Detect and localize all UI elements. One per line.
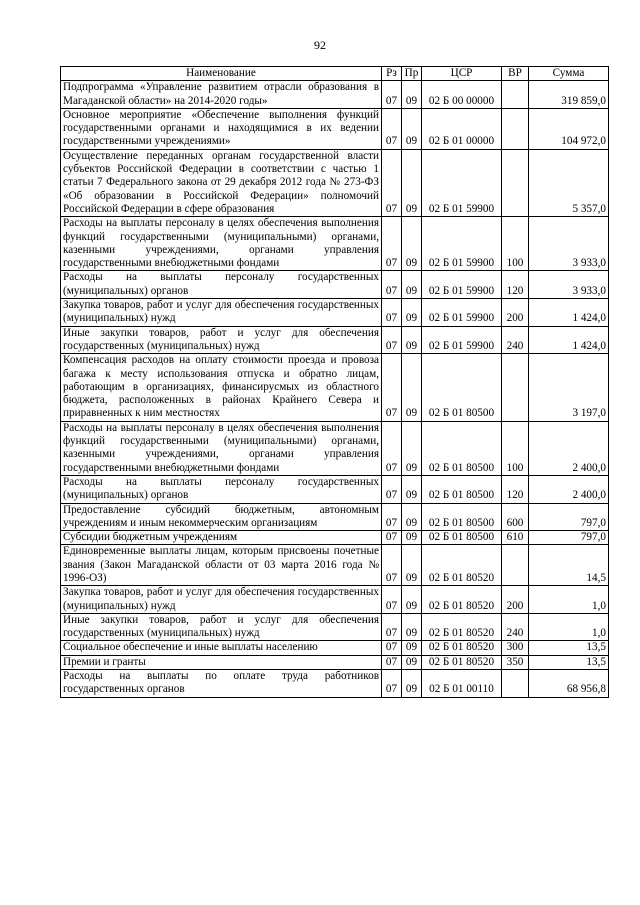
table-row: [61, 217, 609, 271]
row-pr: 09: [402, 271, 422, 299]
row-csr: 02 Б 01 80500: [422, 503, 502, 531]
row-pr: 09: [402, 354, 422, 421]
row-csr: 02 Б 01 59900: [422, 217, 502, 271]
row-sum: 2 400,0: [529, 475, 609, 503]
row-vr: 300: [502, 641, 529, 655]
row-rz: 07: [382, 613, 402, 641]
row-rz: 07: [382, 81, 402, 109]
table-row: [61, 421, 609, 475]
table-row: [61, 531, 609, 545]
row-rz: 07: [382, 299, 402, 327]
row-sum: 3 197,0: [529, 354, 609, 421]
table-row: [61, 326, 609, 354]
row-name: Предоставление субсидий бюджетным, автономным учреждениям и иным некоммерческим организациям: [61, 503, 382, 531]
row-rz: 07: [382, 108, 402, 149]
row-csr: 02 Б 01 80500: [422, 421, 502, 475]
row-csr: 02 Б 00 00000: [422, 81, 502, 109]
row-rz: 07: [382, 503, 402, 531]
row-pr: 09: [402, 613, 422, 641]
row-sum: 319 859,0: [529, 81, 609, 109]
row-sum: 1 424,0: [529, 299, 609, 327]
header-vr: ВР: [502, 67, 529, 81]
table-row: [61, 613, 609, 641]
table-row: [61, 299, 609, 327]
row-vr: [502, 354, 529, 421]
row-rz: 07: [382, 354, 402, 421]
row-pr: 09: [402, 299, 422, 327]
row-sum: 1,0: [529, 613, 609, 641]
row-sum: 797,0: [529, 531, 609, 545]
row-csr: 02 Б 01 00110: [422, 670, 502, 698]
row-name: Основное мероприятие «Обеспечение выполнения функций государственными органами и находящимися в их ведении государственными учреждениями»: [61, 108, 382, 149]
row-csr: 02 Б 01 80500: [422, 531, 502, 545]
row-sum: 5 357,0: [529, 149, 609, 216]
row-sum: 3 933,0: [529, 217, 609, 271]
row-name: Социальное обеспечение и иные выплаты населению: [61, 641, 382, 655]
row-sum: 104 972,0: [529, 108, 609, 149]
table-row: [61, 271, 609, 299]
row-sum: 1 424,0: [529, 326, 609, 354]
row-name: Расходы на выплаты персоналу в целях обеспечения выполнения функций государственными (муниципальными) органами, казенными учреждениями, органами управления государственными внебюджетными фондами: [61, 421, 382, 475]
row-sum: 2 400,0: [529, 421, 609, 475]
table-row: [61, 475, 609, 503]
row-name: Закупка товаров, работ и услуг для обеспечения государственных (муниципальных) нужд: [61, 586, 382, 614]
row-csr: 02 Б 01 59900: [422, 326, 502, 354]
table-row: [61, 655, 609, 669]
row-name: Единовременные выплаты лицам, которым присвоены почетные звания (Закон Магаданской области от 03 марта 2016 года № 1996-ОЗ): [61, 545, 382, 586]
row-pr: 09: [402, 81, 422, 109]
row-vr: [502, 545, 529, 586]
table-row: [61, 354, 609, 421]
row-vr: [502, 81, 529, 109]
row-pr: 09: [402, 475, 422, 503]
row-rz: 07: [382, 271, 402, 299]
row-csr: 02 Б 01 80520: [422, 655, 502, 669]
row-pr: 09: [402, 670, 422, 698]
row-vr: 100: [502, 421, 529, 475]
table-body: [61, 81, 609, 697]
row-rz: 07: [382, 217, 402, 271]
page-number: 92: [314, 38, 326, 52]
header-rz: Рз: [382, 67, 402, 81]
row-vr: [502, 108, 529, 149]
table-row: [61, 149, 609, 216]
row-name: Подпрограмма «Управление развитием отрасли образования в Магаданской области» на 2014-2020 годы»: [61, 81, 382, 109]
row-vr: 120: [502, 271, 529, 299]
row-rz: 07: [382, 421, 402, 475]
row-name: Расходы на выплаты по оплате труда работников государственных органов: [61, 670, 382, 698]
row-vr: 350: [502, 655, 529, 669]
row-name: Компенсация расходов на оплату стоимости проезда и провоза багажа к месту использования отпуска и обратно лицам, работающим в организациях, финансирусмых из областного бюджета, расположенных в районах Крайнего Севера и приравненных к ним местностях: [61, 354, 382, 421]
row-csr: 02 Б 01 80520: [422, 586, 502, 614]
row-name: Премии и гранты: [61, 655, 382, 669]
row-sum: 797,0: [529, 503, 609, 531]
row-pr: 09: [402, 641, 422, 655]
row-csr: 02 Б 01 80500: [422, 354, 502, 421]
row-vr: 200: [502, 586, 529, 614]
row-pr: 09: [402, 421, 422, 475]
table-header: [61, 67, 609, 81]
row-csr: 02 Б 01 80520: [422, 545, 502, 586]
row-name: Иные закупки товаров, работ и услуг для обеспечения государственных (муниципальных) нужд: [61, 326, 382, 354]
row-vr: 240: [502, 613, 529, 641]
table-row: [61, 108, 609, 149]
header-name: Наименование: [61, 67, 382, 81]
row-vr: 240: [502, 326, 529, 354]
header-row: [61, 67, 609, 81]
row-pr: 09: [402, 326, 422, 354]
row-rz: 07: [382, 586, 402, 614]
row-rz: 07: [382, 531, 402, 545]
header-pr: Пр: [402, 67, 422, 81]
row-csr: 02 Б 01 80520: [422, 641, 502, 655]
row-name: Иные закупки товаров, работ и услуг для обеспечения государственных (муниципальных) нужд: [61, 613, 382, 641]
row-rz: 07: [382, 670, 402, 698]
table-row: [61, 81, 609, 109]
table-row: [61, 586, 609, 614]
row-rz: 07: [382, 475, 402, 503]
row-csr: 02 Б 01 59900: [422, 149, 502, 216]
row-name: Расходы на выплаты персоналу в целях обеспечения выполнения функций государственными (муниципальными) органами, казенными учреждениями, органами управления государственными внебюджетными фондами: [61, 217, 382, 271]
table-row: [61, 545, 609, 586]
row-vr: 100: [502, 217, 529, 271]
row-vr: 610: [502, 531, 529, 545]
row-pr: 09: [402, 531, 422, 545]
row-sum: 68 956,8: [529, 670, 609, 698]
row-sum: 14,5: [529, 545, 609, 586]
row-csr: 02 Б 01 00000: [422, 108, 502, 149]
row-csr: 02 Б 01 80500: [422, 475, 502, 503]
table-row: [61, 503, 609, 531]
row-pr: 09: [402, 149, 422, 216]
row-rz: 07: [382, 655, 402, 669]
row-pr: 09: [402, 108, 422, 149]
row-rz: 07: [382, 149, 402, 216]
row-pr: 09: [402, 217, 422, 271]
row-csr: 02 Б 01 59900: [422, 299, 502, 327]
row-pr: 09: [402, 545, 422, 586]
row-vr: 200: [502, 299, 529, 327]
budget-table: [60, 66, 609, 698]
row-vr: [502, 670, 529, 698]
row-rz: 07: [382, 545, 402, 586]
row-pr: 09: [402, 503, 422, 531]
row-vr: [502, 149, 529, 216]
header-csr: ЦСР: [422, 67, 502, 81]
row-sum: 3 933,0: [529, 271, 609, 299]
header-sum: Сумма: [529, 67, 609, 81]
row-name: Осуществление переданных органам государственной власти субъектов Российской Федерации в соответствии с частью 1 статьи 7 Федерального закона от 29 декабря 2012 года № 273-ФЗ «Об образовании в Российской Федерации» полномочий Российской Федерации в сфере образования: [61, 149, 382, 216]
table-row: [61, 641, 609, 655]
row-name: Субсидии бюджетным учреждениям: [61, 531, 382, 545]
row-csr: 02 Б 01 80520: [422, 613, 502, 641]
row-rz: 07: [382, 641, 402, 655]
row-sum: 13,5: [529, 655, 609, 669]
row-rz: 07: [382, 326, 402, 354]
row-sum: 1,0: [529, 586, 609, 614]
row-name: Закупка товаров, работ и услуг для обеспечения государственных (муниципальных) нужд: [61, 299, 382, 327]
row-csr: 02 Б 01 59900: [422, 271, 502, 299]
row-pr: 09: [402, 655, 422, 669]
row-pr: 09: [402, 586, 422, 614]
row-vr: 600: [502, 503, 529, 531]
row-name: Расходы на выплаты персоналу государственных (муниципальных) органов: [61, 475, 382, 503]
row-name: Расходы на выплаты персоналу государственных (муниципальных) органов: [61, 271, 382, 299]
row-vr: 120: [502, 475, 529, 503]
row-sum: 13,5: [529, 641, 609, 655]
table-row: [61, 670, 609, 698]
